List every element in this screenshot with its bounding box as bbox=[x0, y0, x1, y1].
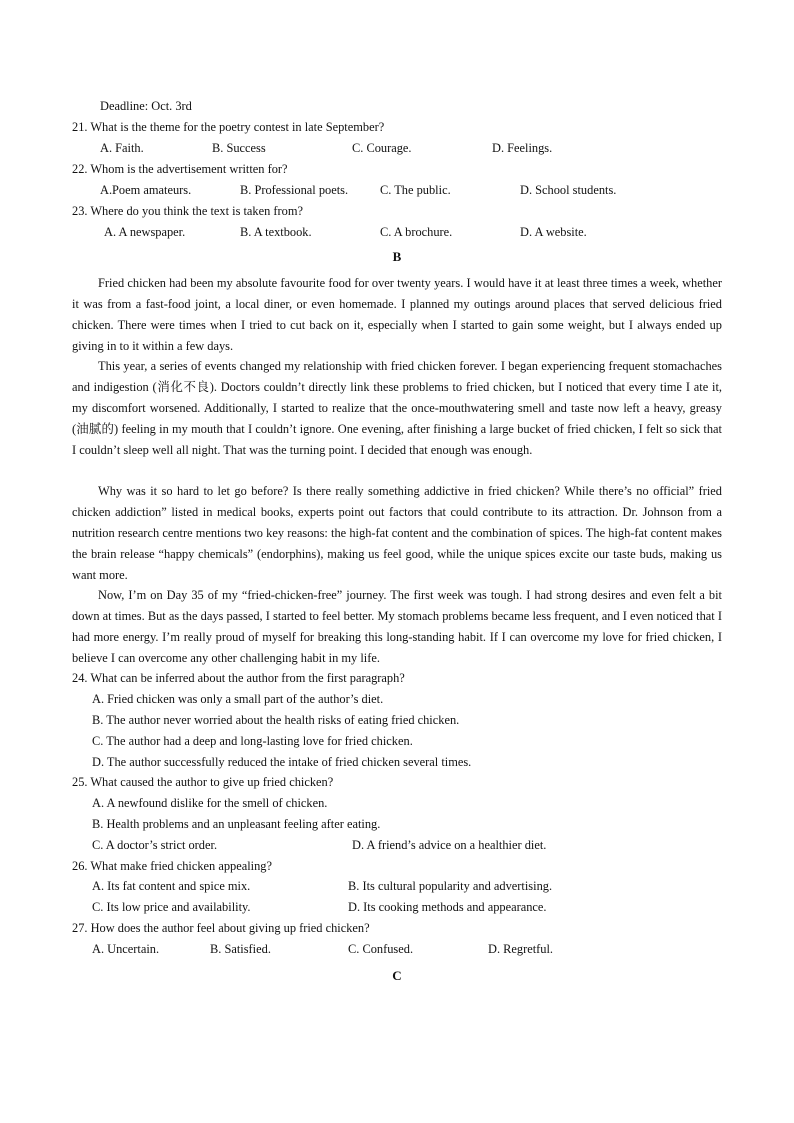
q23-option-b: B. A textbook. bbox=[240, 225, 312, 239]
question-26-stem: 26. What make fried chicken appealing? bbox=[72, 859, 272, 873]
q26-option-b: B. Its cultural popularity and advertising. bbox=[348, 879, 553, 893]
q25-option-b: B. Health problems and an unpleasant feeling after eating. bbox=[92, 817, 381, 831]
q27-option-b: B. Satisfied. bbox=[210, 942, 271, 956]
q21-option-d: D. Feelings. bbox=[492, 141, 553, 155]
passage-paragraph-2: This year, a series of events changed my relationship with fried chicken forever. I began experiencing frequent stomachaches and indigestion (消化不良). Doctors couldn’t directly link these problems to fried chicken, but I noticed that every time I ate it, my discomfort worsened. Additionally, I started to realize that the once-mouthwatering smell and taste now left a heavy, greasy (油腻的) feeling in my mouth that I couldn’t ignore. One evening, after finishing a large bucket of fried chicken, I felt so sick that I couldn’t sleep well all night. That was the turning point. I decided that enough was enough. bbox=[72, 359, 722, 457]
section-b-heading: B bbox=[392, 249, 402, 264]
q21-option-a: A. Faith. bbox=[100, 141, 144, 155]
q21-option-b: B. Success bbox=[212, 141, 266, 155]
q22-option-a: A.Poem amateurs. bbox=[100, 183, 192, 197]
question-25-stem: 25. What caused the author to give up fried chicken? bbox=[72, 775, 334, 789]
q27-option-c: C. Confused. bbox=[348, 942, 414, 956]
q27-option-d: D. Regretful. bbox=[488, 942, 554, 956]
question-27-stem: 27. How does the author feel about giving up fried chicken? bbox=[72, 921, 370, 935]
q26-option-a: A. Its fat content and spice mix. bbox=[92, 879, 251, 893]
q21-option-c: C. Courage. bbox=[352, 141, 412, 155]
question-24-stem: 24. What can be inferred about the author from the first paragraph? bbox=[72, 671, 405, 685]
q23-option-c: C. A brochure. bbox=[380, 225, 453, 239]
question-21-stem: 21. What is the theme for the poetry contest in late September? bbox=[72, 120, 385, 134]
q25-option-c: C. A doctor’s strict order. bbox=[92, 838, 218, 852]
passage-paragraph-1: Fried chicken had been my absolute favourite food for over twenty years. I would have it at least three times a week, whether it was from a fast-food joint, a local diner, or even homemade. I planned my outings around places that served delicious fried chicken. There were times when I tried to cut back on it, especially when I started to gain some weight, but I always ended up giving in to it within a few days. bbox=[72, 276, 722, 353]
q22-option-c: C. The public. bbox=[380, 183, 451, 197]
deadline-text: Deadline: Oct. 3rd bbox=[100, 99, 192, 113]
question-23-stem: 23. Where do you think the text is taken from? bbox=[72, 204, 304, 218]
q24-option-c: C. The author had a deep and long-lasting love for fried chicken. bbox=[92, 734, 413, 748]
section-c-heading: C bbox=[392, 968, 402, 983]
q24-option-b: B. The author never worried about the health risks of eating fried chicken. bbox=[92, 713, 460, 727]
q26-option-c: C. Its low price and availability. bbox=[92, 900, 251, 914]
passage-paragraph-4: Now, I’m on Day 35 of my “fried-chicken-free” journey. The first week was tough. I had strong desires and even felt a bit down at times. But as the days passed, I started to feel better. My stomach problems became less frequent, and I even noticed that I had more energy. I’m really proud of myself for breaking this long-standing habit. If I can overcome my love for fried chicken, I believe I can overcome any other challenging habit in my life. bbox=[72, 588, 722, 665]
q23-option-a: A. A newspaper. bbox=[104, 225, 186, 239]
passage-paragraph-3: Why was it so hard to let go before? Is there really something addictive in fried chicken? While there’s no official” fried chicken addiction” listed in medical books, experts point out factors that could contribute to its attraction. Dr. Johnson from a nutrition research centre mentions two key reasons: the high-fat content and the combination of spices. The high-fat content makes the brain release “happy chemicals” (endorphins), making us feel good, while the unique spices excite our taste buds, making us want more. bbox=[72, 484, 722, 582]
q26-option-d: D. Its cooking methods and appearance. bbox=[348, 900, 547, 914]
q24-option-a: A. Fried chicken was only a small part of the author’s diet. bbox=[92, 692, 384, 706]
question-22-stem: 22. Whom is the advertisement written for? bbox=[72, 162, 288, 176]
q22-option-d: D. School students. bbox=[520, 183, 617, 197]
q22-option-b: B. Professional poets. bbox=[240, 183, 349, 197]
q24-option-d: D. The author successfully reduced the intake of fried chicken several times. bbox=[92, 755, 472, 769]
q25-option-d: D. A friend’s advice on a healthier diet. bbox=[352, 838, 547, 852]
q25-option-a: A. A newfound dislike for the smell of chicken. bbox=[92, 796, 328, 810]
q27-option-a: A. Uncertain. bbox=[92, 942, 160, 956]
q23-option-d: D. A website. bbox=[520, 225, 587, 239]
